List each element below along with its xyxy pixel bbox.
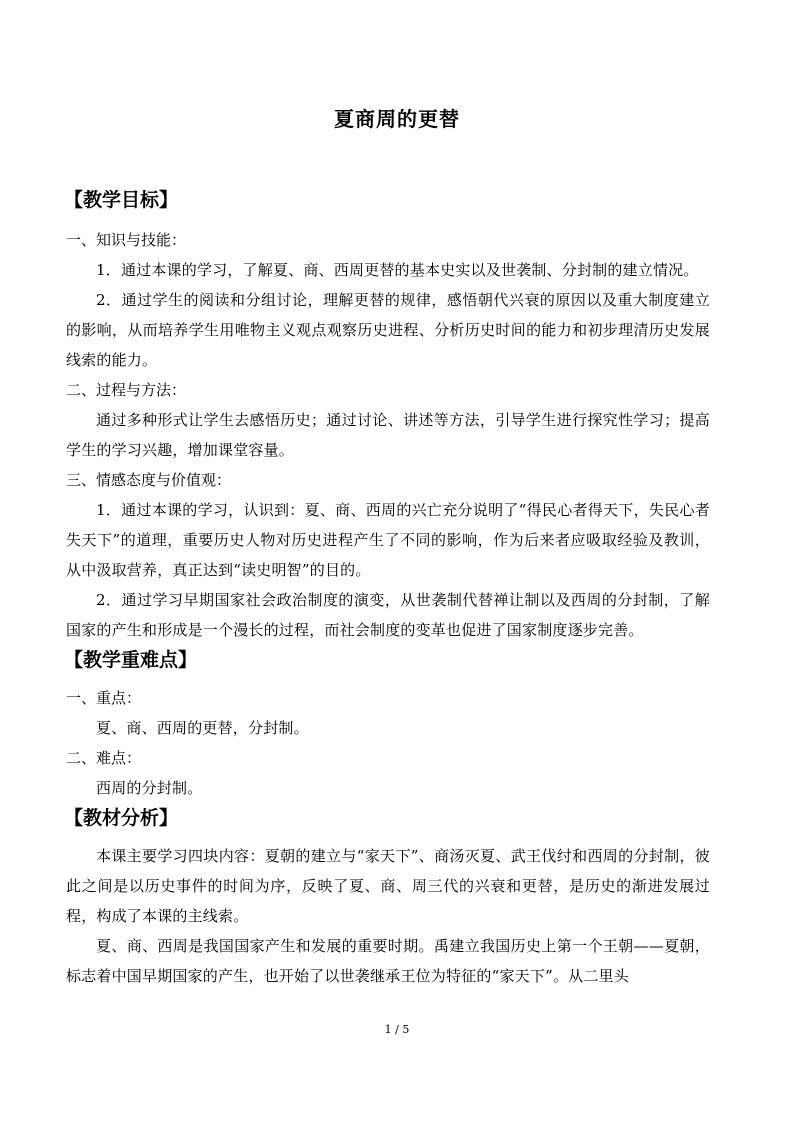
goals-section-1-label: 一、知识与技能： — [66, 231, 187, 249]
goals-section-2-label: 二、过程与方法： — [66, 381, 187, 399]
page-number: 1 / 5 — [384, 1023, 410, 1036]
goals-section-3-paragraph-1: 1．通过本课的学习，认识到：夏、商、西周的兴亡充分说明了“得民心者得天下，失民心者失天下”的道理，重要历史人物对历史进程产生了不同的影响，作为后来者应吸取经验及教训，从中汲取营养，真正达到“读史明智”的目的。 — [66, 501, 710, 579]
heading-key-points: 【教学重难点】 — [64, 649, 198, 671]
heading-teaching-goals: 【教学目标】 — [64, 189, 179, 211]
goals-section-3-label: 三、情感态度与价值观： — [66, 471, 232, 489]
heading-textbook-analysis: 【教材分析】 — [64, 807, 179, 829]
keypoints-key-text: 夏、商、西周的更替，分封制。 — [96, 719, 309, 737]
document-title: 夏商周的更替 — [334, 107, 460, 131]
goals-section-1-paragraph-2: 2．通过学生的阅读和分组讨论，理解更替的规律，感悟朝代兴衰的原因以及重大制度建立的影响，从而培养学生用唯物主义观点观察历史进程、分析历史时间的能力和初步理清历史发展线索的能力。 — [66, 291, 710, 369]
goals-section-3-paragraph-2: 2．通过学习早期国家社会政治制度的演变，从世袭制代替禅让制以及西周的分封制，了解国家的产生和形成是一个漫长的过程，而社会制度的变革也促进了国家制度逐步完善。 — [66, 591, 710, 639]
keypoints-key-label: 一、重点： — [66, 689, 142, 707]
goals-section-1-paragraph-1: 1．通过本课的学习，了解夏、商、西周更替的基本史实以及世袭制、分封制的建立情况。 — [96, 261, 699, 279]
analysis-paragraph-2: 夏、商、西周是我国国家产生和发展的重要时期。禹建立我国历史上第一个王朝——夏朝，标志着中国早期国家的产生，也开始了以世袭继承王位为特征的“家天下”。从二里头 — [66, 937, 710, 985]
keypoints-difficulty-text: 西周的分封制。 — [96, 779, 203, 797]
analysis-paragraph-1: 本课主要学习四块内容：夏朝的建立与“家天下”、商汤灭夏、武王伐纣和西周的分封制，彼此之间是以历史事件的时间为序，反映了夏、商、周三代的兴衰和更替，是历史的渐进发展过程，构成了本课的主线索。 — [66, 847, 710, 925]
keypoints-difficulty-label: 二、难点： — [66, 749, 142, 767]
goals-section-2-paragraph-1: 通过多种形式让学生去感悟历史；通过讨论、讲述等方法，引导学生进行探究性学习；提高学生的学习兴趣，增加课堂容量。 — [66, 411, 710, 459]
document-body — [66, 185, 710, 991]
